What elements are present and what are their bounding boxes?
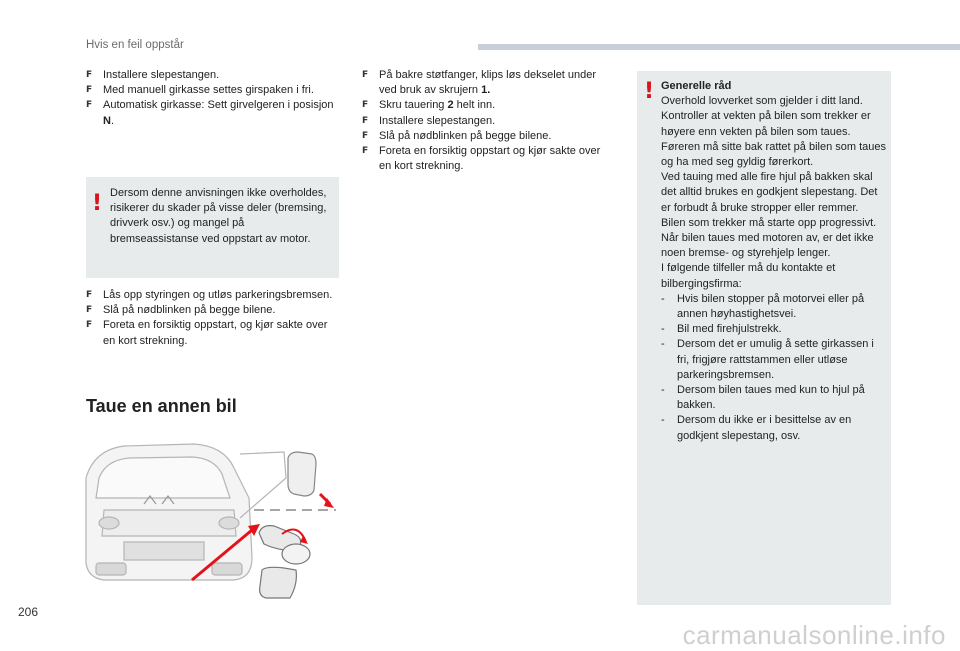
list-item: F Slå på nødblinken på begge bilene. xyxy=(362,129,612,144)
list-item: F På bakre støtfanger, klips løs dekselet under ved bruk av skrujern 1. xyxy=(362,69,597,97)
car-rear-drawing xyxy=(86,444,252,580)
checkbox-bullet-icon: F xyxy=(362,100,369,111)
list-item: F Automatisk girkasse: Sett girvelgeren i posisjon N. xyxy=(86,99,334,127)
checkbox-bullet-icon: F xyxy=(86,320,93,331)
col2-list-block xyxy=(362,68,612,174)
list-item: - Dersom det er umulig å sette girkassen i fri, frigjøre rattstammen eller utløse parkeringsbremsen. xyxy=(661,338,874,381)
list-item: F Installere slepestangen. xyxy=(362,114,612,129)
checkbox-bullet-icon: F xyxy=(362,115,369,126)
advice-paragraph: Ved tauing med alle fire hjul på bakken skal det alltid brukes en godkjent slepestang. Det er forbudt å bruke stropper eller remmer. xyxy=(661,171,878,214)
advice-paragraph: Føreren må sitte bak rattet på bilen som taues og ha med seg gyldig førerkort. xyxy=(661,140,886,169)
advice-dash-list xyxy=(661,292,887,444)
col2-list xyxy=(362,68,612,174)
general-advice-content xyxy=(661,79,887,444)
list-item: F Skru tauering 2 helt inn. xyxy=(362,98,612,113)
bumper-cover-drawing xyxy=(240,452,334,518)
checkbox-bullet-icon: F xyxy=(362,146,369,157)
advice-paragraph: Bilen som trekker må starte opp progressivt. xyxy=(661,216,877,229)
header-title: Hvis en feil oppstår xyxy=(86,39,184,51)
warning-text: Dersom denne anvisningen ikke overholdes, risikerer du skader på visse deler (bremsing, drivverk osv.) og mangel på bremseassistanse ved oppstart av motor. xyxy=(110,187,327,245)
checkbox-bullet-icon: F xyxy=(86,70,93,80)
general-advice-title: Generelle råd xyxy=(661,80,732,92)
general-advice-box xyxy=(637,71,891,605)
list-item: F Lås opp styringen og utløs parkeringsbremsen. xyxy=(86,288,341,303)
list-item: F Foreta en forsiktig oppstart og kjør sakte over en kort strekning. xyxy=(362,145,601,173)
checkbox-bullet-icon: F xyxy=(362,70,369,80)
list-item: F Slå på nødblinken på begge bilene. xyxy=(86,303,341,318)
page-number: 206 xyxy=(18,605,39,619)
advice-paragraph: Når bilen taues med motoren av, er det ikke noen bremse- og styrehjelp lenger. xyxy=(661,232,874,260)
list-item: - Hvis bilen stopper på motorvei eller på annen høyhastighetsvei. xyxy=(661,292,865,321)
checkbox-bullet-icon: F xyxy=(86,290,93,300)
col1-list2 xyxy=(86,288,341,349)
checkbox-bullet-icon: F xyxy=(86,85,93,96)
section-title: Taue en annen bil xyxy=(86,396,237,416)
col1-list1-block xyxy=(86,68,341,129)
list-item: F Installere slepestangen. xyxy=(86,68,341,83)
header-bar xyxy=(478,44,960,50)
list-item: - Dersom du ikke er i besittelse av en godkjent slepestang, osv. xyxy=(661,414,852,442)
exclamation-icon: ! xyxy=(92,191,103,216)
checkbox-bullet-icon: F xyxy=(86,305,93,316)
advice-paragraph: Overhold lovverket som gjelder i ditt land. xyxy=(661,95,863,108)
list-item: F Med manuell girkasse settes girspaken i fri. xyxy=(86,83,341,98)
towing-illustration xyxy=(84,438,344,608)
exclamation-icon: ! xyxy=(644,79,655,104)
watermark: carmanualsonline.info xyxy=(682,620,946,650)
list-item: - Bil med firehjulstrekk. xyxy=(661,323,782,336)
warning-box xyxy=(86,177,339,278)
advice-paragraph: I følgende tilfeller må du kontakte et bilbergingsfirma: xyxy=(661,262,836,290)
tow-ring-drawing xyxy=(259,526,310,598)
col1-list2-block xyxy=(86,288,341,349)
col1-list1 xyxy=(86,68,341,129)
checkbox-bullet-icon: F xyxy=(362,130,369,141)
list-item: - Dersom bilen taues med kun to hjul på bakken. xyxy=(661,384,865,412)
advice-paragraph: Kontroller at vekten på bilen som trekker er høyere enn vekten på bilen som taues. xyxy=(661,110,871,138)
checkbox-bullet-icon: F xyxy=(86,100,93,111)
list-item: F Foreta en forsiktig oppstart, og kjør sakte over en kort strekning. xyxy=(86,319,328,347)
